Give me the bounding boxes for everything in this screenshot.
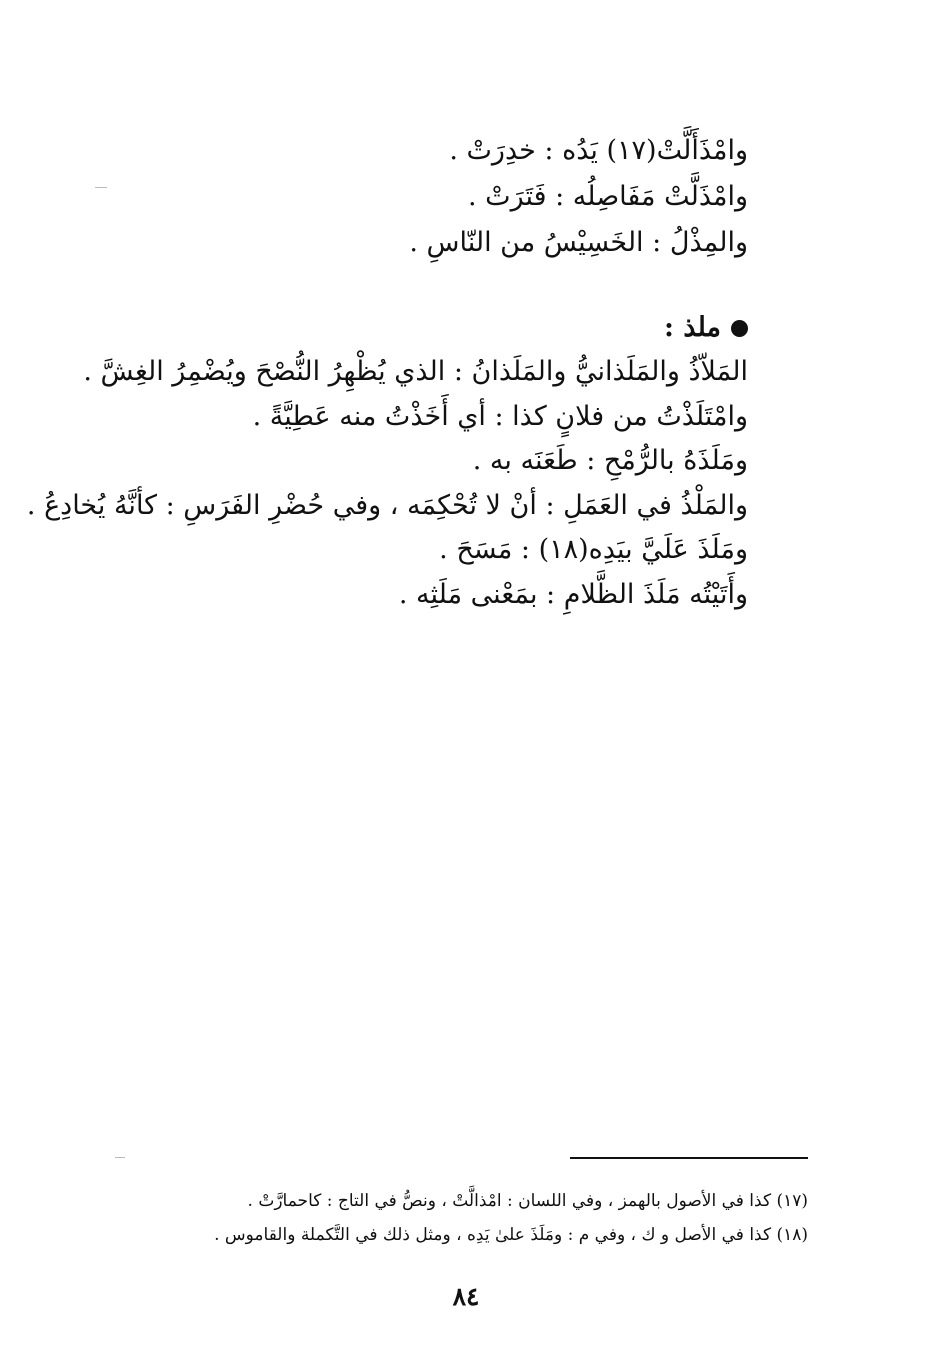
entry-line: وامْذَلَّتْ مَفَاصِلُه : فَتَرَتْ .	[468, 181, 748, 212]
section-heading-label: ملذ :	[664, 312, 721, 343]
entry-line: والمَلْذُ في العَمَلِ : أنْ لا تُحْكِمَه ، وفي حُضْرِ الفَرَسِ : كأنَّهُ يُخادِعُ .	[26, 489, 748, 521]
footnotes	[168, 1184, 808, 1252]
footnote: (١٨) كذا في الأصل و ك ، وفي م : ومَلَذَ علىٰ يَدِه ، ومثل ذلك في التَّكملة والقاموس .	[214, 1225, 808, 1245]
entry-line: وامْذَأَلَّتْ(١٧) يَدُه : خدِرَتْ .	[449, 135, 748, 166]
entries-block	[26, 350, 748, 617]
entry-line: المَلاّذُ والمَلَذانيُّ والمَلَذانُ : الذي يُظْهِرُ النُّصْحَ ويُضْمِرُ الغِشَّ .	[83, 356, 748, 387]
scan-mark	[115, 1157, 125, 1158]
bullet-icon	[731, 320, 748, 337]
entry-line: وأَتَيْتُه مَلَذَ الظَّلامِ : بمَعْنى مَلَثِه .	[398, 578, 748, 610]
footnote: (١٧) كذا في الأصول بالهمز ، وفي اللسان : امْذالَّتْ ، ونصُّ في التاج : كاحمارَّتْ .	[247, 1191, 808, 1211]
section-heading	[108, 306, 748, 350]
scan-mark	[95, 187, 107, 188]
entry-line: ومَلَذَهُ بالرُّمْحِ : طَعَنَه به .	[472, 445, 748, 476]
entry-line: وامْتَلَذْتُ من فلانٍ كذا : أي أَخَذْتُ منه عَطِيَّةً .	[252, 400, 748, 432]
main-text	[26, 128, 748, 617]
page-number: ٨٤	[452, 1282, 480, 1311]
entry-line: والمِذْلُ : الخَسِيْسُ من النّاسِ .	[409, 227, 748, 258]
footnote-divider	[570, 1157, 808, 1159]
entry-line: ومَلَذَ عَلَيَّ بيَدِه(١٨) : مَسَحَ .	[439, 534, 748, 565]
